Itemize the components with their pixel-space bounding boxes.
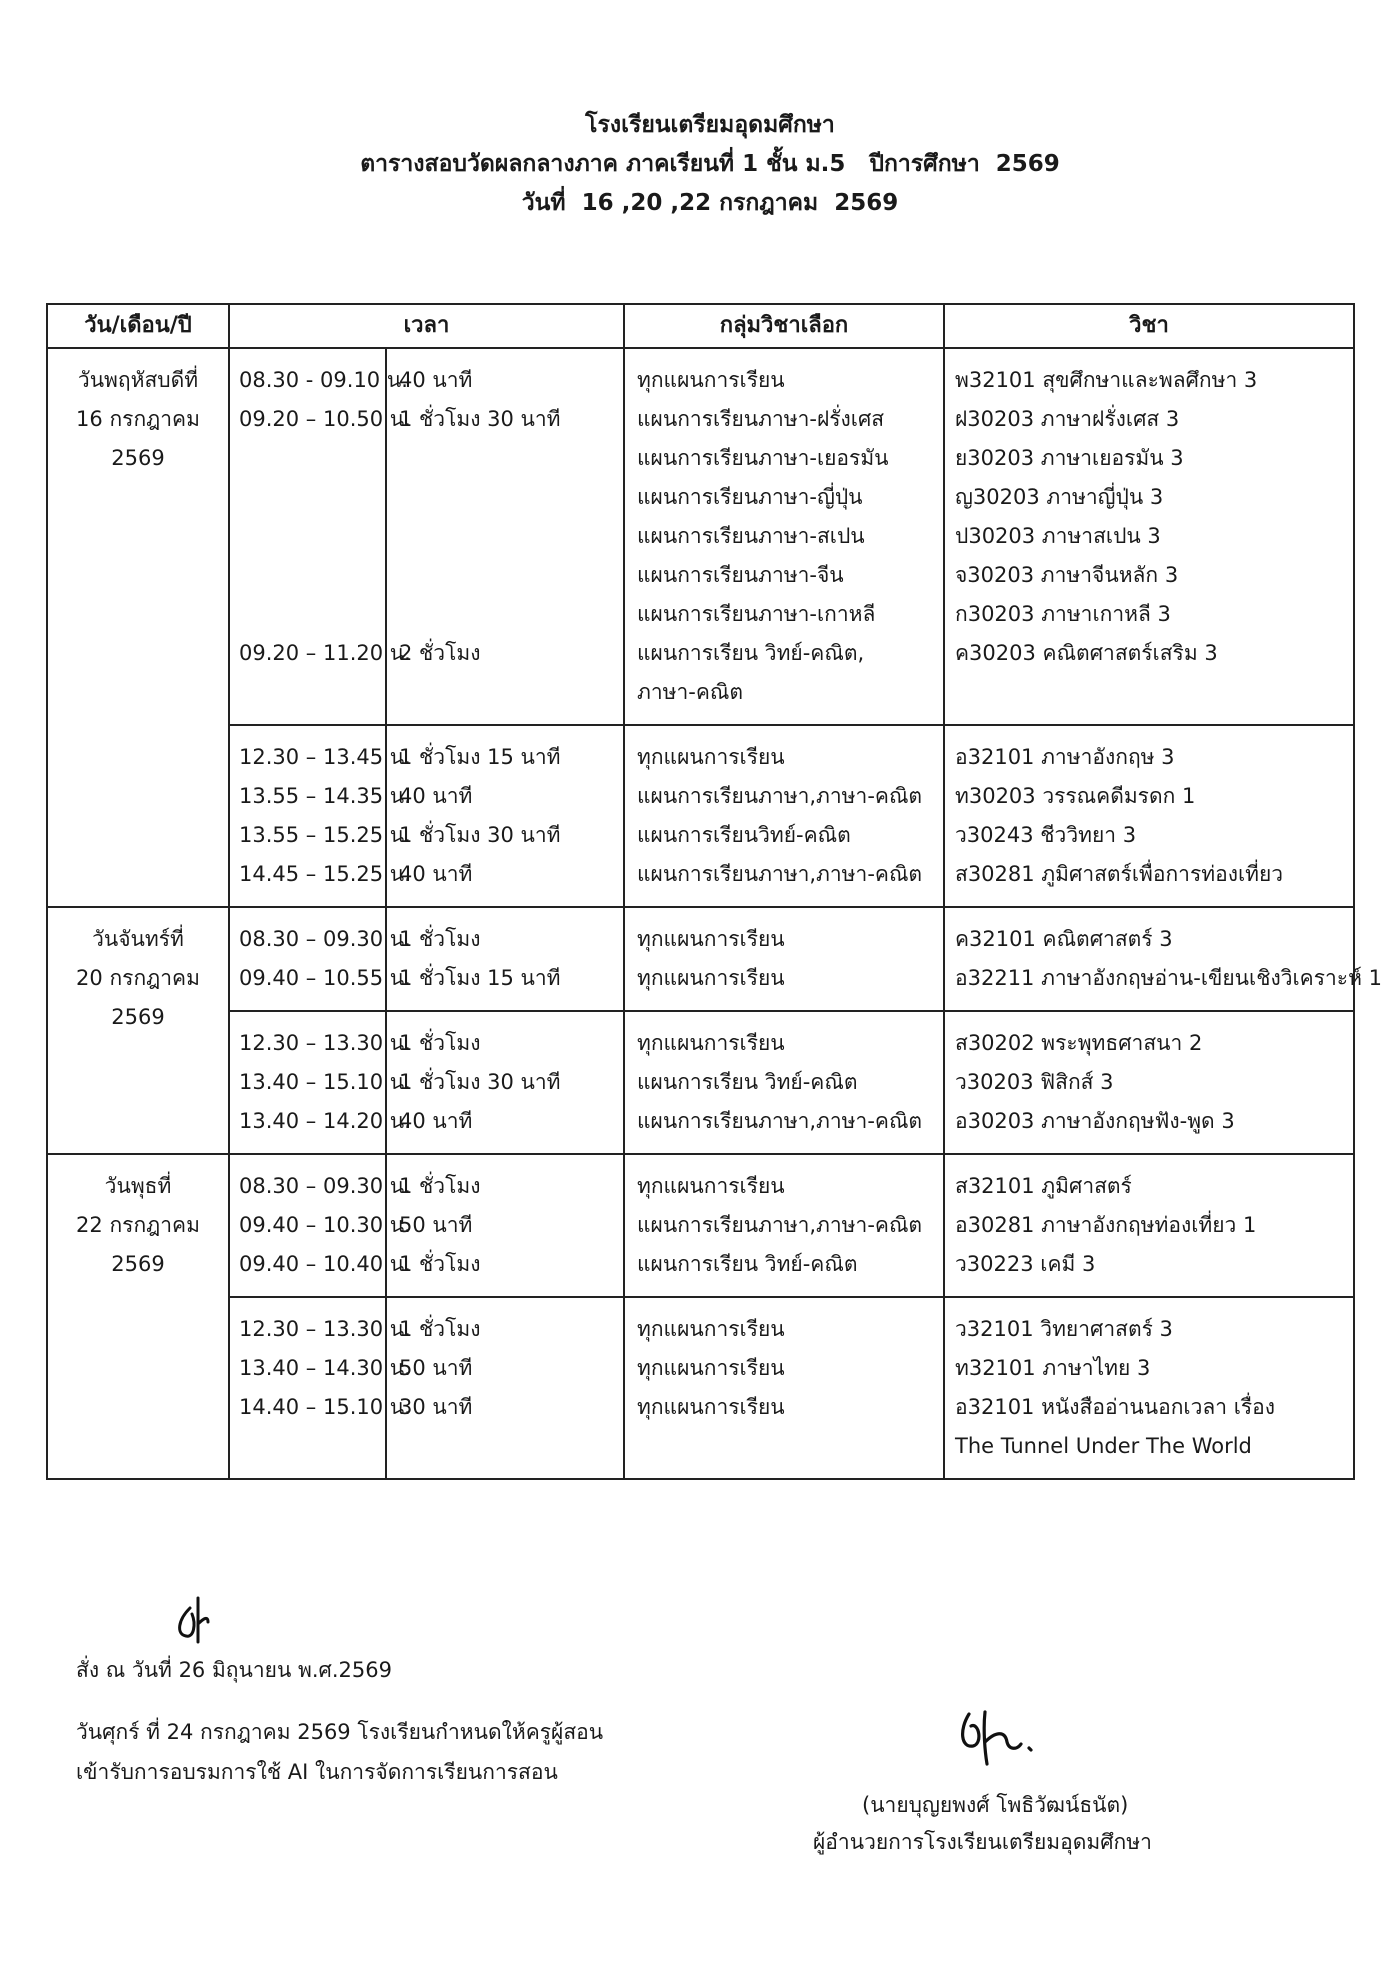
subject-name: ว30243 ชีววิทยา 3 bbox=[955, 823, 1137, 847]
exam-duration: 50 นาที bbox=[399, 1213, 473, 1237]
plan-cell bbox=[624, 1011, 944, 1154]
exam-time: 09.20 – 10.50 น. bbox=[239, 407, 411, 431]
time-duration-grid bbox=[230, 1024, 623, 1141]
table-row bbox=[47, 725, 1354, 907]
subject-name: ฝ30203 ภาษาฝรั่งเศส 3 bbox=[955, 407, 1180, 431]
time-column bbox=[230, 1167, 411, 1284]
exam-time: 12.30 – 13.45 น. bbox=[239, 745, 411, 769]
study-plan: แผนการเรียนภาษา-เกาหลี bbox=[637, 602, 876, 626]
exam-time bbox=[230, 439, 385, 478]
time-duration-grid bbox=[230, 920, 623, 998]
exam-time: 14.45 – 15.25 น. bbox=[239, 862, 411, 886]
duration-column bbox=[385, 1155, 623, 1296]
time-column bbox=[230, 738, 411, 894]
duration-column bbox=[385, 1298, 623, 1478]
exam-duration bbox=[387, 595, 623, 634]
subject-name: ท32101 ภาษาไทย 3 bbox=[955, 1356, 1151, 1380]
study-plan: แผนการเรียนภาษา,ภาษา-คณิต bbox=[637, 784, 923, 808]
exam-time: 13.40 – 15.10 น. bbox=[239, 1070, 411, 1094]
subject-cell bbox=[944, 907, 1382, 1011]
signer-name: (นายบุญยพงศ์ โพธิวัฒน์ธนัต) bbox=[862, 1793, 1129, 1817]
initial-signature bbox=[168, 1590, 228, 1650]
study-plan: แผนการเรียนภาษา-จีน bbox=[637, 563, 844, 587]
subject-name: ส30202 พระพุทธศาสนา 2 bbox=[955, 1031, 1203, 1055]
subject-name: อ32211 ภาษาอังกฤษอ่าน-เขียนเชิงวิเคราะห์ 1 bbox=[955, 966, 1382, 990]
study-plan: แผนการเรียน วิทย์-คณิต, bbox=[637, 641, 865, 665]
study-plan: ทุกแผนการเรียน bbox=[637, 1031, 785, 1055]
exam-duration: 2 ชั่วโมง bbox=[399, 641, 481, 665]
exam-time: 13.55 – 14.35 น. bbox=[239, 784, 411, 808]
study-plan: ภาษา-คณิต bbox=[637, 680, 744, 704]
study-plan: ทุกแผนการเรียน bbox=[637, 1356, 785, 1380]
subject-name: The Tunnel Under The World bbox=[955, 1434, 1252, 1458]
plan-cell bbox=[624, 725, 944, 907]
time-cell bbox=[229, 1011, 624, 1154]
duration-column bbox=[385, 1012, 623, 1153]
exam-time: 09.40 – 10.55 น. bbox=[239, 966, 411, 990]
exam-duration bbox=[387, 673, 623, 712]
exam-time: 08.30 – 09.30 น. bbox=[239, 1174, 411, 1198]
table-row bbox=[47, 348, 1354, 725]
day-date-line: 16 กรกฎาคม bbox=[76, 407, 200, 431]
document-header bbox=[0, 106, 1390, 223]
signer-title: ผู้อำนวยการโรงเรียนเตรียมอุดมศึกษา bbox=[813, 1830, 1152, 1854]
exam-title: ตารางสอบวัดผลกลางภาค ภาคเรียนที่ 1 ชั้น ม.5 ปีการศึกษา 2569 bbox=[360, 151, 1060, 177]
subject-name: ย30203 ภาษาเยอรมัน 3 bbox=[955, 446, 1184, 470]
exam-dates: วันที่ 16 ,20 ,22 กรกฎาคม 2569 bbox=[521, 190, 899, 216]
study-plan: แผนการเรียน วิทย์-คณิต bbox=[637, 1070, 858, 1094]
time-duration-grid bbox=[230, 1167, 623, 1284]
study-plan: แผนการเรียนภาษา-ฝรั่งเศส bbox=[637, 407, 885, 431]
exam-duration: 40 นาที bbox=[399, 862, 473, 886]
table-row bbox=[47, 1297, 1354, 1479]
exam-time bbox=[230, 478, 385, 517]
exam-time: 09.40 – 10.40 น. bbox=[239, 1252, 411, 1276]
header-plan: กลุ่มวิชาเลือก bbox=[624, 304, 944, 348]
table-row bbox=[47, 1154, 1354, 1297]
exam-duration bbox=[387, 517, 623, 556]
exam-duration: 40 นาที bbox=[399, 784, 473, 808]
day-date-line: 2569 bbox=[111, 446, 165, 470]
day-date-line: 2569 bbox=[111, 1252, 165, 1276]
time-duration-grid bbox=[230, 738, 623, 894]
subject-name: ค30203 คณิตศาสตร์เสริม 3 bbox=[955, 641, 1218, 665]
time-cell bbox=[229, 1297, 624, 1479]
study-plan: ทุกแผนการเรียน bbox=[637, 966, 785, 990]
table-row bbox=[47, 907, 1354, 1011]
day-date-line: 20 กรกฎาคม bbox=[76, 966, 200, 990]
exam-duration: 40 นาที bbox=[399, 368, 473, 392]
study-plan: ทุกแผนการเรียน bbox=[637, 927, 785, 951]
exam-duration: 1 ชั่วโมง 30 นาที bbox=[399, 407, 561, 431]
study-plan: แผนการเรียนภาษา,ภาษา-คณิต bbox=[637, 1213, 923, 1237]
header-time: เวลา bbox=[229, 304, 624, 348]
subject-cell bbox=[944, 725, 1354, 907]
subject-cell bbox=[944, 348, 1354, 725]
exam-time: 13.40 – 14.20 น. bbox=[239, 1109, 411, 1133]
subject-name: พ32101 สุขศึกษาและพลศึกษา 3 bbox=[955, 368, 1258, 392]
subject-name: ก30203 ภาษาเกาหลี 3 bbox=[955, 602, 1171, 626]
subject-name: จ30203 ภาษาจีนหลัก 3 bbox=[955, 563, 1179, 587]
school-name: โรงเรียนเตรียมอุดมศึกษา bbox=[585, 112, 835, 138]
director-signature bbox=[955, 1708, 1045, 1768]
study-plan bbox=[625, 1427, 943, 1466]
exam-duration bbox=[387, 556, 623, 595]
day-date-line: 22 กรกฎาคม bbox=[76, 1213, 200, 1237]
header-date: วัน/เดือน/ปี bbox=[47, 304, 229, 348]
day-date-cell bbox=[47, 907, 229, 1154]
schedule-body bbox=[47, 348, 1382, 1479]
table-header-row bbox=[47, 304, 1354, 348]
day-date-cell bbox=[47, 348, 229, 907]
study-plan: ทุกแผนการเรียน bbox=[637, 1174, 785, 1198]
exam-time bbox=[230, 595, 385, 634]
study-plan: ทุกแผนการเรียน bbox=[637, 1395, 785, 1419]
time-cell bbox=[229, 725, 624, 907]
subject-name: ญ30203 ภาษาญี่ปุ่น 3 bbox=[955, 485, 1164, 509]
exam-duration bbox=[387, 478, 623, 517]
header-subject: วิชา bbox=[944, 304, 1354, 348]
duration-column bbox=[385, 726, 623, 906]
table-row bbox=[47, 1011, 1354, 1154]
exam-duration: 1 ชั่วโมง bbox=[399, 1252, 481, 1276]
exam-duration: 30 นาที bbox=[399, 1395, 473, 1419]
exam-time: 12.30 – 13.30 น. bbox=[239, 1317, 411, 1341]
exam-time: 13.40 – 14.30 น. bbox=[239, 1356, 411, 1380]
study-plan: แผนการเรียนวิทย์-คณิต bbox=[637, 823, 851, 847]
subject-name: อ30281 ภาษาอังกฤษท่องเที่ยว 1 bbox=[955, 1213, 1257, 1237]
day-date-line: วันจันทร์ที่ bbox=[92, 927, 184, 951]
subject-cell bbox=[944, 1011, 1354, 1154]
study-plan: ทุกแผนการเรียน bbox=[637, 1317, 785, 1341]
training-note-line1: วันศุกร์ ที่ 24 กรกฎาคม 2569 โรงเรียนกำหนดให้ครูผู้สอน bbox=[76, 1720, 604, 1744]
subject-name: ป30203 ภาษาสเปน 3 bbox=[955, 524, 1161, 548]
exam-duration: 1 ชั่วโมง bbox=[399, 1031, 481, 1055]
study-plan: แผนการเรียนภาษา-เยอรมัน bbox=[637, 446, 889, 470]
exam-time bbox=[230, 517, 385, 556]
exam-time: 13.55 – 15.25 น. bbox=[239, 823, 411, 847]
day-date-cell bbox=[47, 1154, 229, 1479]
exam-time: 14.40 – 15.10 น. bbox=[239, 1395, 411, 1419]
subject-name: ส30281 ภูมิศาสตร์เพื่อการท่องเที่ยว bbox=[955, 862, 1284, 886]
study-plan: แผนการเรียนภาษา,ภาษา-คณิต bbox=[637, 1109, 923, 1133]
exam-duration bbox=[387, 1427, 623, 1466]
study-plan: แผนการเรียนภาษา-ญี่ปุ่น bbox=[637, 485, 863, 509]
exam-duration: 1 ชั่วโมง 30 นาที bbox=[399, 1070, 561, 1094]
exam-duration: 1 ชั่วโมง bbox=[399, 1174, 481, 1198]
subject-name: ว32101 วิทยาศาสตร์ 3 bbox=[955, 1317, 1173, 1341]
plan-cell bbox=[624, 348, 944, 725]
time-duration-grid bbox=[230, 361, 623, 712]
subject-name: อ32101 ภาษาอังกฤษ 3 bbox=[955, 745, 1175, 769]
exam-time bbox=[230, 673, 385, 712]
subject-cell bbox=[944, 1297, 1354, 1479]
subject-name: อ32101 หนังสืออ่านนอกเวลา เรื่อง bbox=[955, 1395, 1276, 1419]
duration-column bbox=[385, 349, 623, 724]
study-plan: แผนการเรียนภาษา-สเปน bbox=[637, 524, 865, 548]
time-duration-grid bbox=[230, 1310, 623, 1466]
exam-duration: 1 ชั่วโมง 15 นาที bbox=[399, 745, 561, 769]
subject-name: ค32101 คณิตศาสตร์ 3 bbox=[955, 927, 1173, 951]
exam-duration: 1 ชั่วโมง 30 นาที bbox=[399, 823, 561, 847]
subject-name bbox=[945, 673, 1353, 712]
subject-name: ว30223 เคมี 3 bbox=[955, 1252, 1096, 1276]
exam-duration bbox=[387, 439, 623, 478]
duration-column bbox=[385, 908, 623, 1010]
study-plan: ทุกแผนการเรียน bbox=[637, 745, 785, 769]
day-date-line: วันพฤหัสบดีที่ bbox=[77, 368, 199, 392]
exam-duration: 1 ชั่วโมง bbox=[399, 1317, 481, 1341]
order-date-line: สั่ง ณ วันที่ 26 มิถุนายน พ.ศ.2569 bbox=[76, 1658, 392, 1682]
plan-cell bbox=[624, 1154, 944, 1297]
time-column bbox=[230, 1310, 411, 1466]
plan-cell bbox=[624, 1297, 944, 1479]
subject-name: ว30203 ฟิสิกส์ 3 bbox=[955, 1070, 1114, 1094]
day-date-line: 2569 bbox=[111, 1005, 165, 1029]
exam-time bbox=[230, 1427, 385, 1466]
exam-duration: 1 ชั่วโมง bbox=[399, 927, 481, 951]
exam-time bbox=[230, 556, 385, 595]
exam-time: 08.30 – 09.30 น. bbox=[239, 927, 411, 951]
subject-name: ท30203 วรรณคดีมรดก 1 bbox=[955, 784, 1196, 808]
time-column bbox=[230, 361, 411, 712]
day-date-line: วันพุธที่ bbox=[104, 1174, 172, 1198]
time-cell bbox=[229, 348, 624, 725]
study-plan: แผนการเรียน วิทย์-คณิต bbox=[637, 1252, 858, 1276]
exam-duration: 1 ชั่วโมง 15 นาที bbox=[399, 966, 561, 990]
time-column bbox=[230, 1024, 411, 1141]
exam-time: 09.20 – 11.20 น. bbox=[239, 641, 411, 665]
exam-schedule-table bbox=[46, 303, 1382, 1480]
study-plan: แผนการเรียนภาษา,ภาษา-คณิต bbox=[637, 862, 923, 886]
time-column bbox=[230, 920, 411, 998]
exam-time: 12.30 – 13.30 น. bbox=[239, 1031, 411, 1055]
study-plan: ทุกแผนการเรียน bbox=[637, 368, 785, 392]
plan-cell bbox=[624, 907, 944, 1011]
exam-time: 08.30 - 09.10 น. bbox=[239, 368, 408, 392]
time-cell bbox=[229, 1154, 624, 1297]
exam-time: 09.40 – 10.30 น. bbox=[239, 1213, 411, 1237]
subject-cell bbox=[944, 1154, 1354, 1297]
time-cell bbox=[229, 907, 624, 1011]
subject-name: อ30203 ภาษาอังกฤษฟัง-พูด 3 bbox=[955, 1109, 1235, 1133]
exam-duration: 50 นาที bbox=[399, 1356, 473, 1380]
exam-duration: 40 นาที bbox=[399, 1109, 473, 1133]
subject-name: ส32101 ภูมิศาสตร์ bbox=[955, 1174, 1132, 1198]
training-note-line2: เข้ารับการอบรมการใช้ AI ในการจัดการเรียนการสอน bbox=[76, 1760, 558, 1784]
